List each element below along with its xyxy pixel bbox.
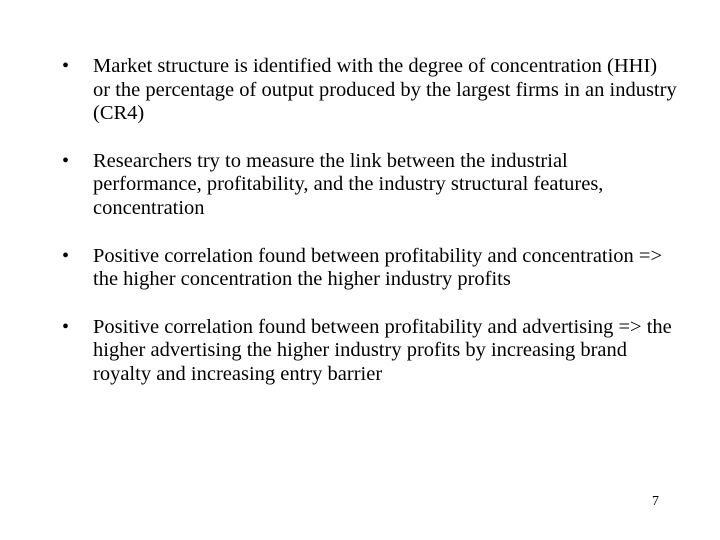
bullet-marker: • [62,149,70,172]
bullet-item [58,245,678,292]
bullet-text: Researchers try to measure the link between the industrial performance, profitability, and the industry structural features, concentration [93,149,604,219]
bullet-marker: • [62,55,70,77]
bullet-text: Market structure is identified with the degree of concentration (HHI) or the percentage of output produced by the largest firms in an industry (CR4) [93,55,677,125]
bullet-list [58,55,678,411]
bullet-marker: • [62,315,70,338]
bullet-text: Positive correlation found between profitability and concentration => the higher concentration the higher industry profits [93,244,663,291]
page-number: 7 [652,494,659,509]
bullet-text: Positive correlation found between profitability and advertising => the higher advertising the higher industry profits by increasing brand royalty and increasing entry barrier [93,315,672,385]
bullet-item [58,316,678,387]
bullet-marker: • [62,244,70,267]
bullet-item [58,150,678,221]
bullet-item [58,55,678,126]
